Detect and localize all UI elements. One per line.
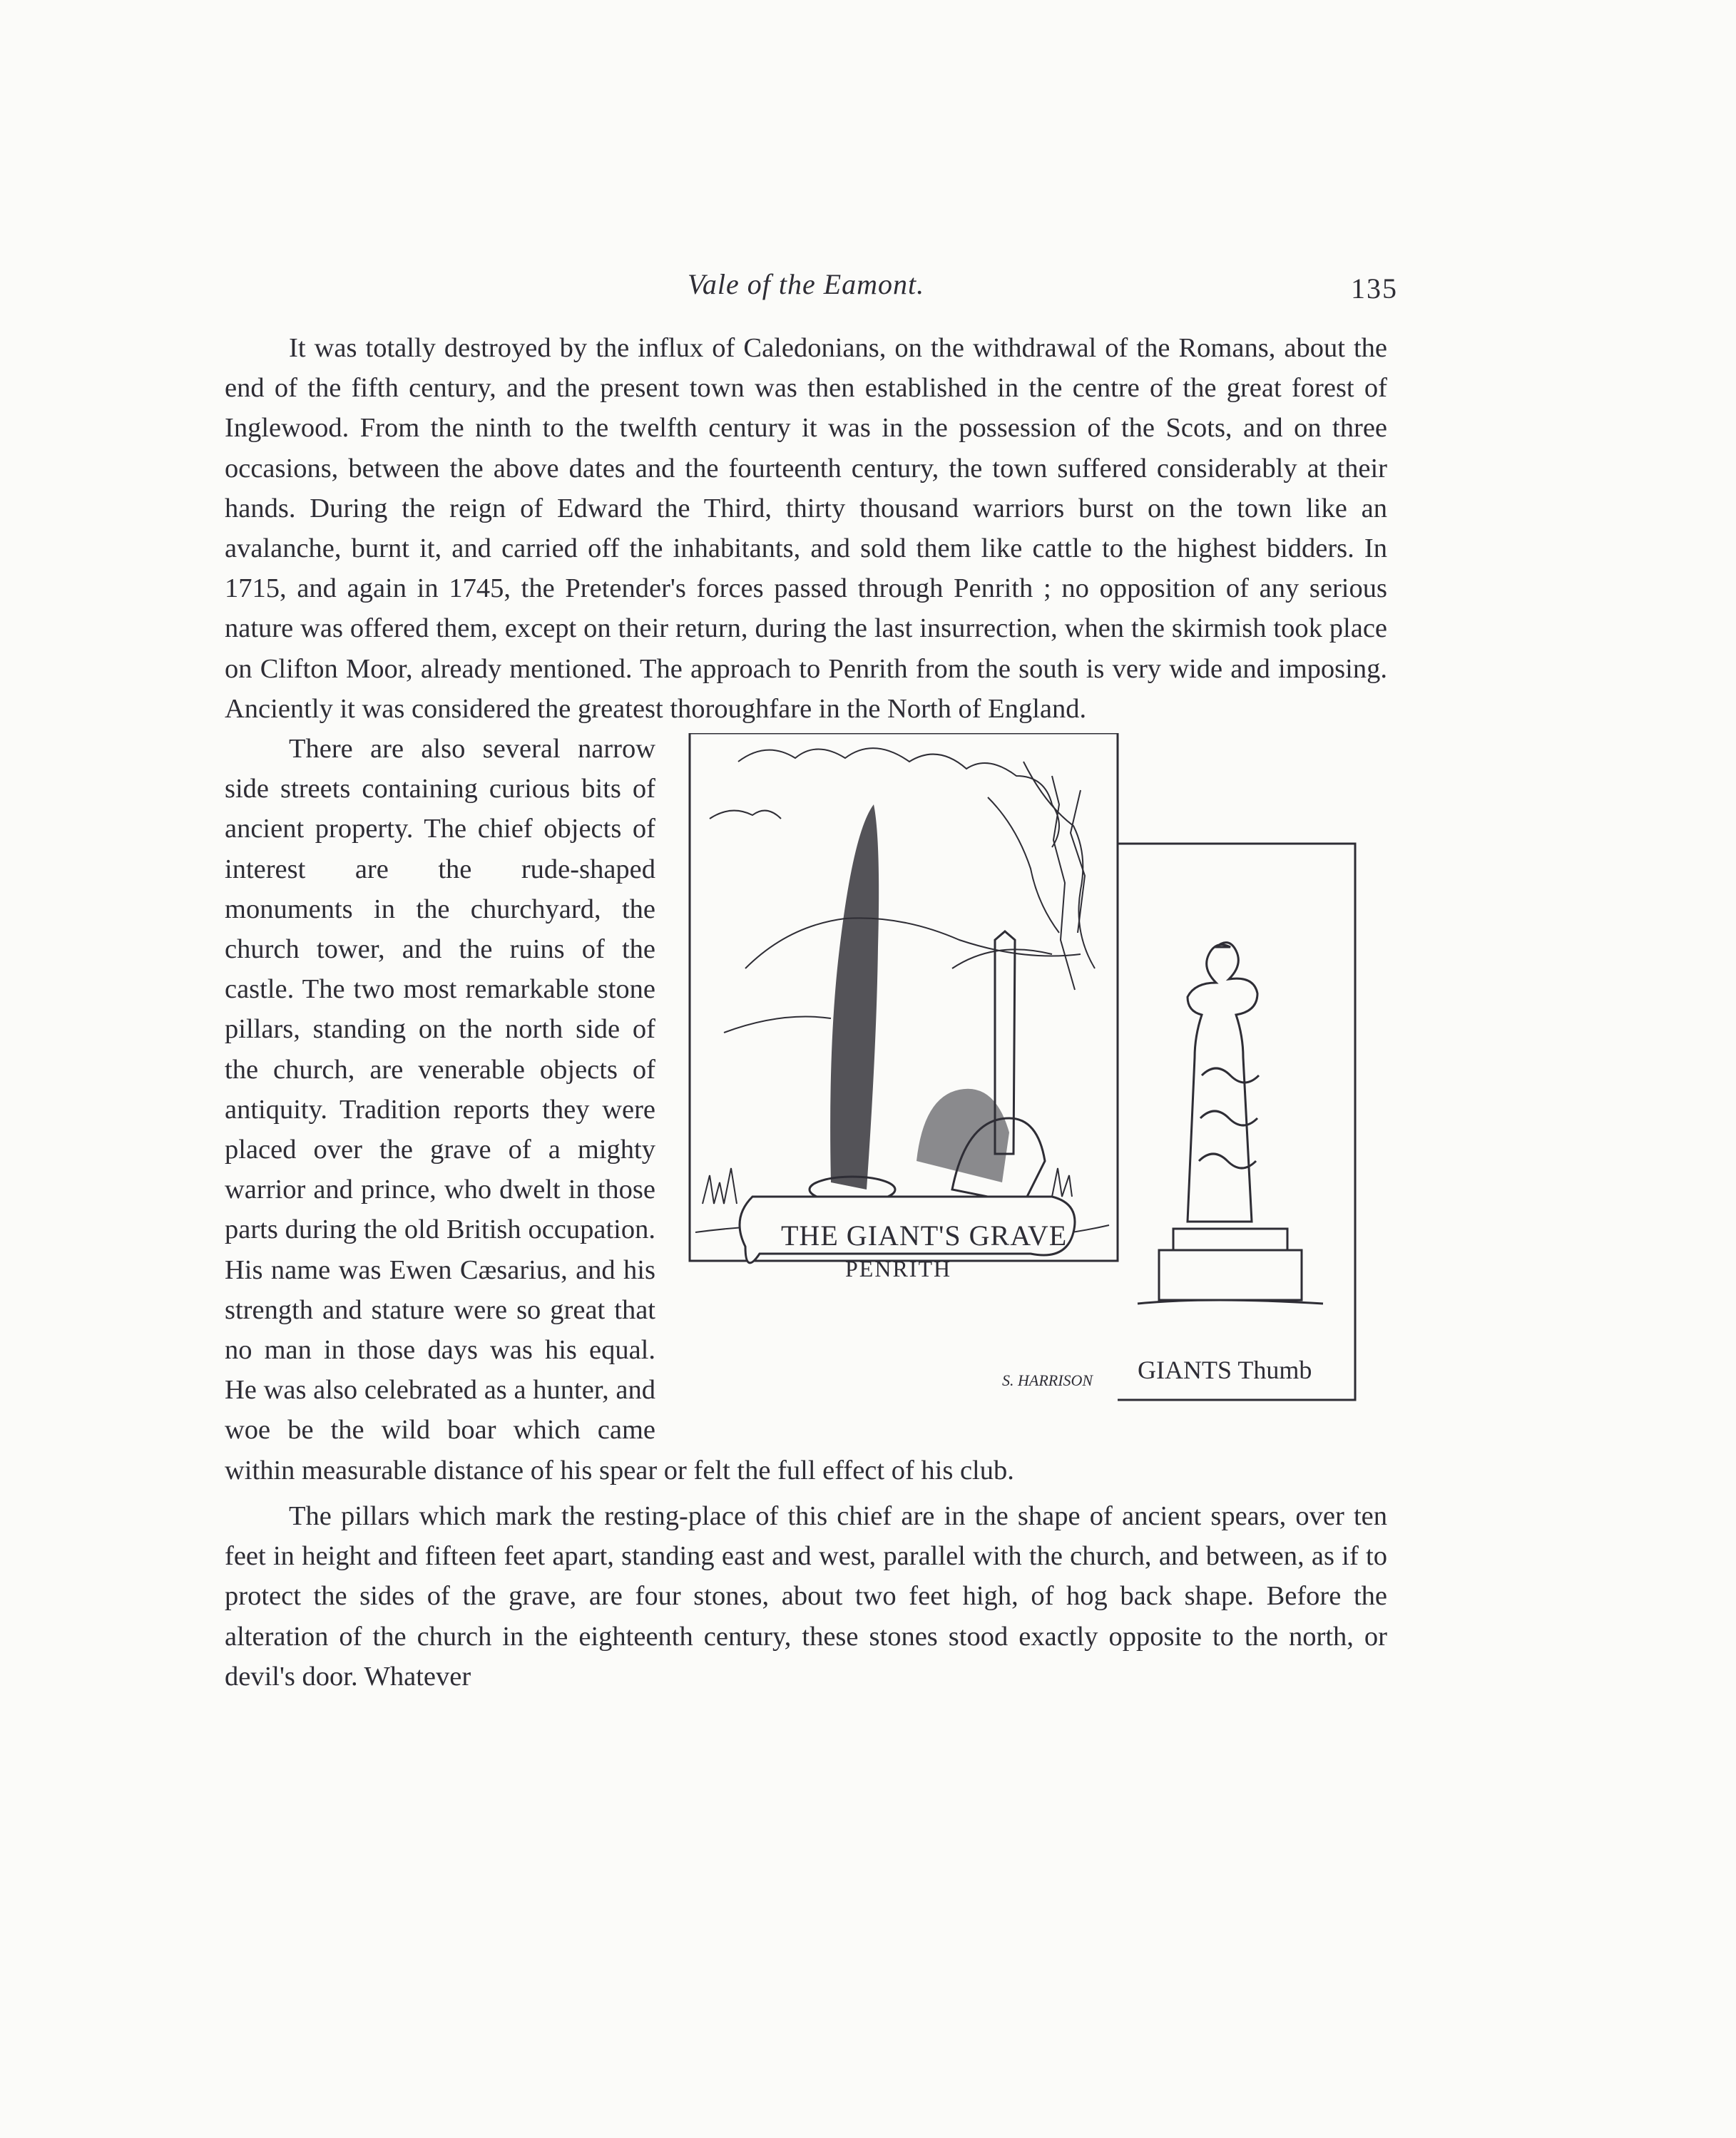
paragraph-1: It was totally destroyed by the influx of Caledonians, on the withdrawal of the Romans, about the end of the fifth century, and the present town was then established in the centre of the great forest of Inglewood. From the ninth to the twelfth century it was in the possession of the Scots, and on three occasions, between the above dates and the fourteenth century, the town suffered considerably at their hands. During the reign of Edward the Third, thirty thousand warriors burst on the town like an avalanche, burnt it, and carried off the inhabitants, and sold them like cattle to the highest bidders. In 1715, and again in 1745, the Pretender's forces passed through Penrith ; no opposition of any serious nature was offered them, except on their return, during the last insurrection, when the skirmish took place on Clifton Moor, already mentioned. The approach to Penrith from the south is very wide and imposing. Anciently it was considered the greatest thoroughfare in the North of England.: [225, 333, 1387, 724]
giants-grave-illustration: [681, 733, 1387, 1411]
tree-foliage: [710, 748, 1095, 1033]
side-caption: GIANTS Thumb: [1138, 1356, 1312, 1385]
running-title: Vale of the Eamont.: [687, 268, 925, 300]
giants-grave-drawing: [681, 733, 1387, 1411]
giants-thumb-cross: [1138, 943, 1323, 1304]
main-panel-frame: [690, 733, 1118, 1261]
hogback-stone: [916, 1089, 1009, 1182]
side-panel-frame: [1118, 844, 1355, 1400]
artist-signature: S. HARRISON: [1002, 1371, 1093, 1390]
running-head: [214, 267, 1398, 310]
main-subcaption: PENRITH: [845, 1256, 952, 1282]
paragraph-2: There are also several narrow side streets containing curious bits of ancient property. The chief objects of interest are the rude-shaped monuments in the churchyard, the church tower, and the ruins of the castle. The two most remarkable stone pillars, standing on the north side of the church, are venerable objects of antiquity. Tradition reports they were placed over the grave of a mighty warrior and prince, who dwelt in those parts during the old British occupation. His name was Ewen Cæsarius, and his strength and stature were so great that no man in those days was his equal. He was also celebrated as a hunter, and woe be the wild boar which came within measurable distance of his spear or felt the full effect of his club.: [225, 734, 1014, 1485]
body-text: [225, 328, 1387, 1697]
paragraph-3: The pillars which mark the resting-place of this chief are in the shape of ancient spears, over ten feet in height and fifteen feet apart, standing east and west, parallel with the church, and between, as if to protect the sides of the grave, are four stones, about two feet high, of hog back shape. Before the alteration of the church in the eighteenth century, these stones stood exactly opposite to the north, or devil's door. Whatever: [225, 1500, 1387, 1692]
tall-stone-pillar: [830, 804, 879, 1190]
page-number: 135: [1351, 272, 1398, 305]
main-caption: THE GIANT'S GRAVE: [781, 1219, 1068, 1252]
